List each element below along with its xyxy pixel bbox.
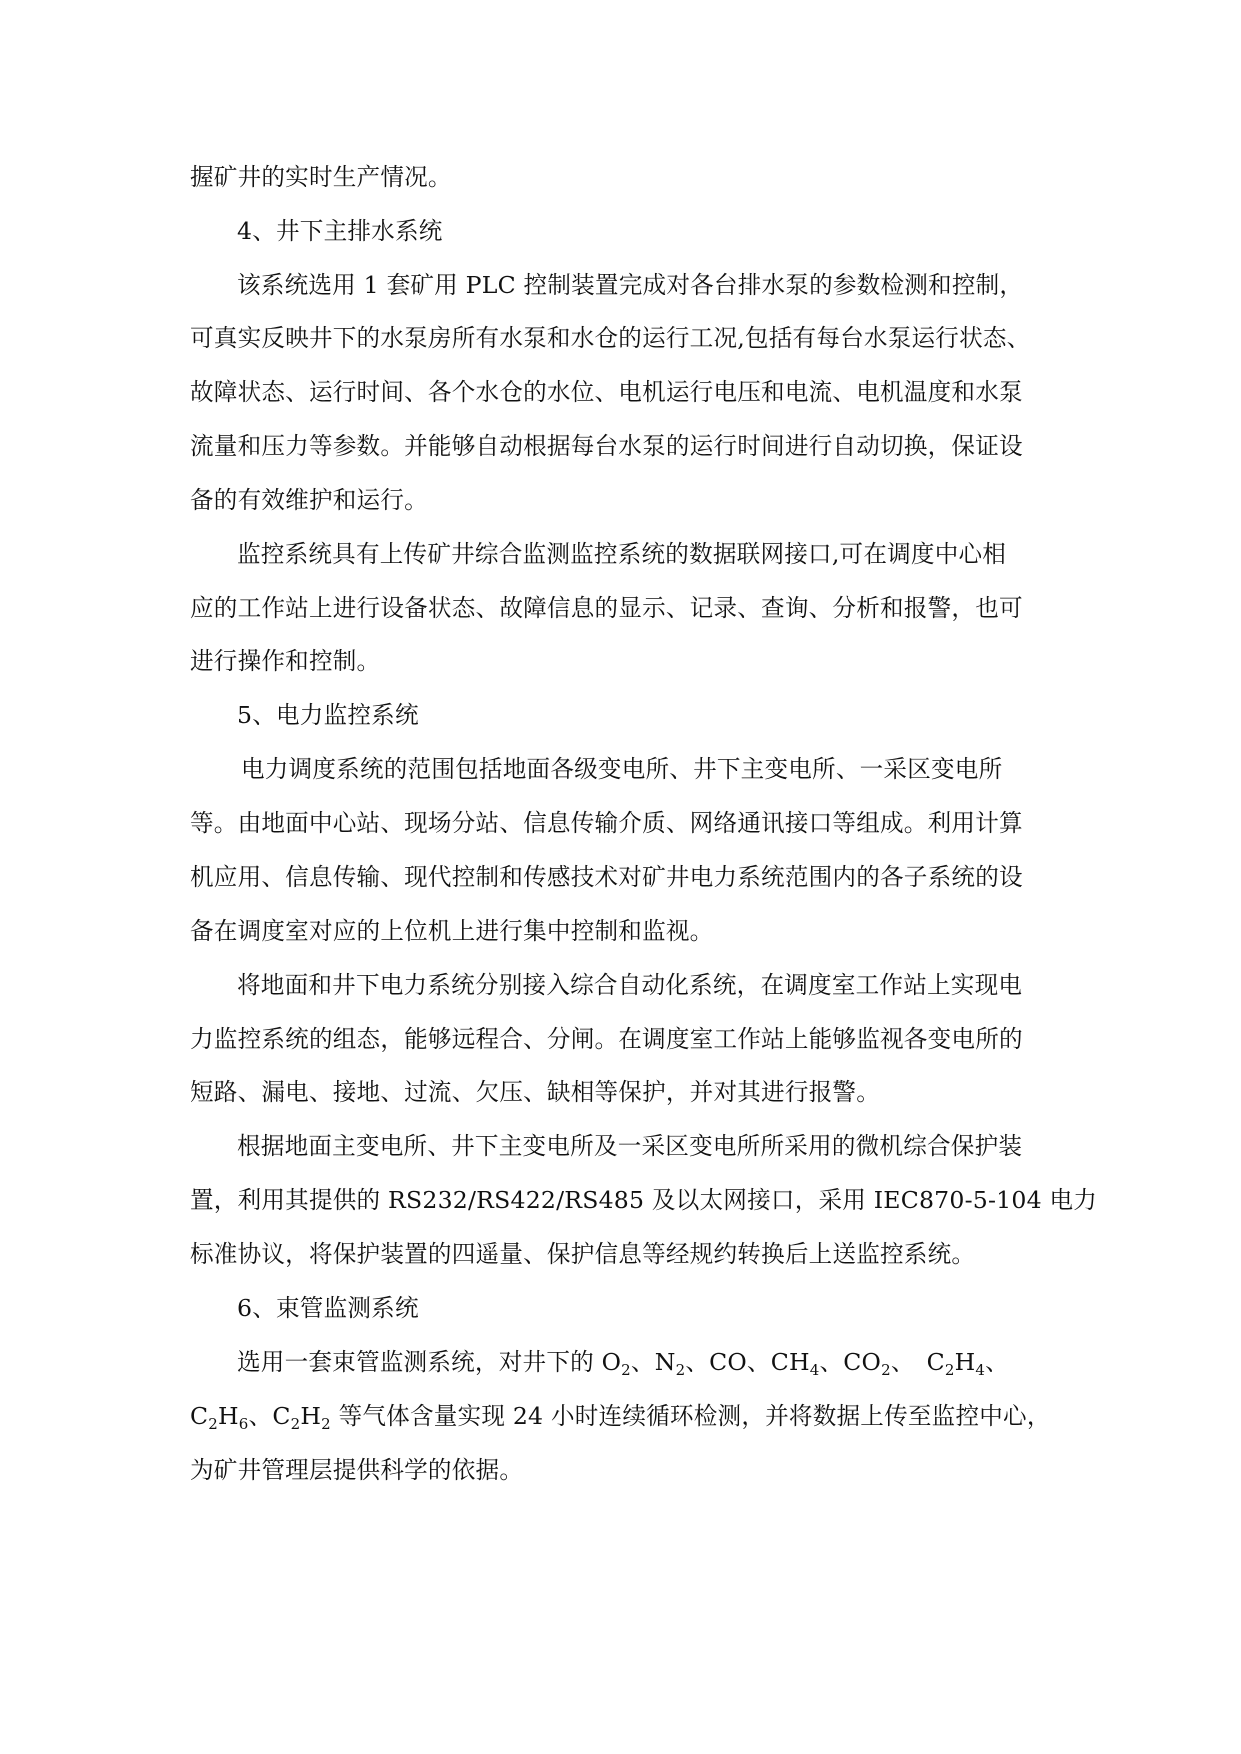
paragraph-line: 机应用、信息传输、现代控制和传感技术对矿井电力系统范围内的各子系统的设 bbox=[190, 863, 1023, 891]
paragraph-line: 力监控系统的组态，能够远程合、分闸。在调度室工作站上能够监视各变电所的 bbox=[190, 1025, 1023, 1053]
gas-list-line: 选用一套束管监测系统，对井下的 $O_2$、$N_2$、CO、$CH_4$、$CO_2$、 $C_2H_4$、 bbox=[237, 1348, 1009, 1379]
gas-c2h6: $C_2H_6$ bbox=[190, 1402, 249, 1433]
gas-line-prefix: 选用一套束管监测系统，对井下的 bbox=[237, 1348, 602, 1376]
paragraph-line: 该系统选用 1 套矿用 PLC 控制装置完成对各台排水泵的参数检测和控制， bbox=[237, 271, 1024, 299]
gas-c2h2: $C_2H_2$ bbox=[272, 1402, 331, 1433]
gas-ch4: $CH_4$ bbox=[770, 1348, 820, 1379]
paragraph-line: 应的工作站上进行设备状态、故障信息的显示、记录、查询、分析和报警，也可 bbox=[190, 594, 1023, 622]
paragraph-line: 监控系统具有上传矿井综合监测监控系统的数据联网接口,可在调度中心相 bbox=[237, 540, 1007, 568]
paragraph-line: 可真实反映井下的水泵房所有水泵和水仓的运行工况,包括有每台水泵运行状态、 bbox=[190, 324, 1031, 352]
gas-line-rest: 等气体含量实现 24 小时连续循环检测，并将数据上传至监控中心， bbox=[330, 1402, 1051, 1430]
gas-list-line-2: $C_2H_6$、$C_2H_2$ 等气体含量实现 24 小时连续循环检测，并将数据上传至监控中心， bbox=[190, 1402, 1051, 1433]
paragraph-line: 流量和压力等参数。并能够自动根据每台水泵的运行时间进行自动切换，保证设 bbox=[190, 432, 1023, 460]
paragraph-line: 备在调度室对应的上位机上进行集中控制和监视。 bbox=[190, 917, 714, 945]
gas-co: CO bbox=[709, 1348, 747, 1376]
paragraph-line: 置，利用其提供的 RS232/RS422/RS485 及以太网接口，采用 IEC870-5-104 电力 bbox=[190, 1186, 1098, 1214]
paragraph-line: 等。由地面中心站、现场分站、信息传输介质、网络通讯接口等组成。利用计算 bbox=[190, 809, 1023, 837]
paragraph-line: 备的有效维护和运行。 bbox=[190, 486, 428, 514]
gas-o2: $O_2$ bbox=[601, 1348, 631, 1379]
paragraph-line: 进行操作和控制。 bbox=[190, 647, 381, 675]
paragraph-line: 握矿井的实时生产情况。 bbox=[190, 163, 452, 191]
section-heading-power: 5、电力监控系统 bbox=[237, 701, 419, 729]
paragraph-line: 短路、漏电、接地、过流、欠压、缺相等保护，并对其进行报警。 bbox=[190, 1078, 881, 1106]
gas-n2: $N_2$ bbox=[654, 1348, 686, 1379]
paragraph-line: 标准协议，将保护装置的四遥量、保护信息等经规约转换后上送监控系统。 bbox=[190, 1240, 976, 1268]
gas-c2h4: $C_2H_4$ bbox=[926, 1348, 986, 1379]
paragraph-line: 为矿井管理层提供科学的依据。 bbox=[190, 1456, 524, 1484]
paragraph-line: 电力调度系统的范围包括地面各级变电所、井下主变电所、一采区变电所 bbox=[241, 755, 1003, 783]
gas-co2: $CO_2$ bbox=[843, 1348, 891, 1379]
paragraph-line: 故障状态、运行时间、各个水仓的水位、电机运行电压和电流、电机温度和水泵 bbox=[190, 378, 1023, 406]
paragraph-line: 根据地面主变电所、井下主变电所及一采区变电所所采用的微机综合保护装 bbox=[237, 1132, 1023, 1160]
paragraph-line: 将地面和井下电力系统分别接入综合自动化系统，在调度室工作站上实现电 bbox=[237, 971, 1023, 999]
section-heading-tube-monitoring: 6、束管监测系统 bbox=[237, 1294, 419, 1322]
section-heading-drainage: 4、井下主排水系统 bbox=[237, 217, 443, 245]
